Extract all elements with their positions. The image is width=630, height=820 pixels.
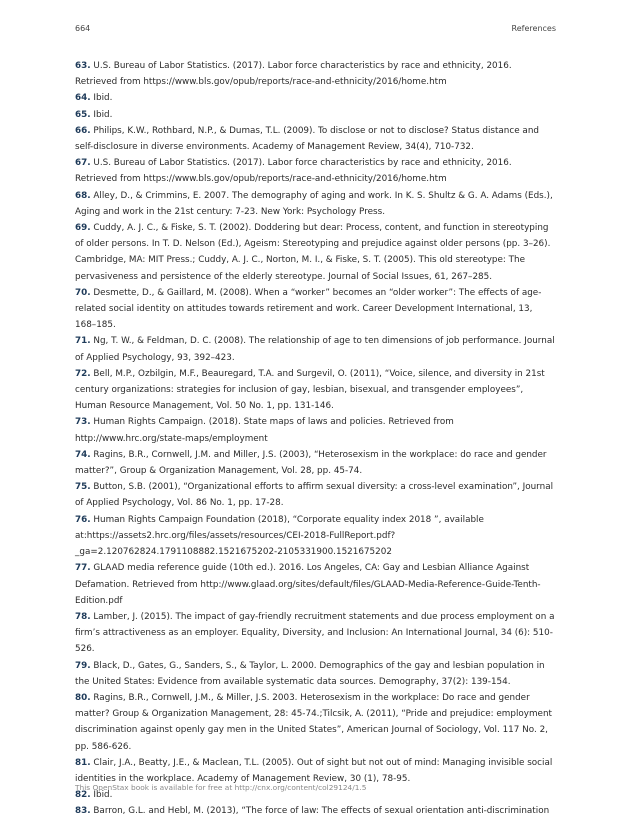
- reference-text: Ragins, B.R., Cornwell, J.M., & Miller, J.S. 2003. Heterosexism in the workplace: Do race and gender matter? Group & Organization Management, 28: 45-74.;Tilcsik, A. (2011), “Pride and prejudice: employment discrimination against openly gay men in the United States”, American Journal of Sociology, Vol. 117 No. 2, pp. 586-626.: [75, 692, 552, 752]
- reference-number: 64.: [75, 93, 91, 104]
- reference-text: Bell, M.P., Ozbilgin, M.F., Beauregard, T.A. and Surgevil, O. (2011), “Voice, silence, and diversity in 21st century organizations: strategies for inclusion of gay, lesbian, bisexual, and transgender employees”, Human Resource Management, Vol. 50 No. 1, pp. 131-146.: [75, 368, 545, 412]
- reference-item: [75, 690, 555, 755]
- reference-item: [75, 285, 555, 334]
- reference-number: 65.: [75, 109, 91, 120]
- reference-item: [75, 447, 555, 479]
- reference-number: 81.: [75, 757, 91, 768]
- reference-number: 70.: [75, 287, 91, 298]
- reference-item: [75, 90, 555, 106]
- reference-text: Barron, G.L. and Hebl, M. (2013), “The force of law: The effects of sexual orientation anti-discrimination: [93, 806, 550, 817]
- reference-item: [75, 479, 555, 511]
- reference-text: Cuddy, A. J. C., & Fiske, S. T. (2002). Doddering but dear: Process, content, and function in stereotyping of older persons. In T. D. Nelson (Ed.), Ageism: Stereotyping and prejudice against older persons (pp. 3–26). Cambridge, MA: MIT Press.; Cuddy, A. J. C., Norton, M. I., & Fiske, S. T. (2005). This old stereotype: The pervasiveness and persistence of the elderly stereotype. Journal of Social Issues, 61, 267–285.: [75, 223, 551, 282]
- reference-text: Button, S.B. (2001), “Organizational efforts to affirm sexual diversity: a cross-level examination”, Journal of Applied Psychology, Vol. 86 No. 1, pp. 17-28.: [75, 482, 554, 509]
- reference-number: 76.: [75, 514, 91, 525]
- section-title: References: [511, 24, 556, 33]
- reference-item: [75, 188, 555, 220]
- reference-text: Ibid.: [93, 109, 113, 120]
- reference-text: Black, D., Gates, G., Sanders, S., & Taylor, L. 2000. Demographics of the gay and lesbian population in the United States: Evidence from available systematic data sources. Demography, 37(2): 139-154.: [75, 660, 545, 687]
- reference-number: 79.: [75, 660, 91, 671]
- reference-number: 68.: [75, 190, 91, 201]
- reference-item: [75, 560, 555, 609]
- reference-text: Lamber, J. (2015). The impact of gay-friendly recruitment statements and due process employment on a firm’s attractiveness as an employer. Equality, Diversity, and Inclusion: An International Journal, 34 (6): 510-526.: [75, 611, 555, 655]
- reference-number: 73.: [75, 417, 91, 428]
- reference-text: Philips, K.W., Rothbard, N.P., & Dumas, T.L. (2009). To disclose or not to disclose? Status distance and self-disclosure in diverse environments. Academy of Management Review, 34(4), 710-732.: [75, 125, 539, 153]
- reference-number: 63.: [75, 61, 91, 71]
- reference-item: [75, 609, 555, 658]
- page-number: 664: [75, 24, 91, 33]
- reference-number: 71.: [75, 336, 91, 347]
- reference-text: U.S. Bureau of Labor Statistics. (2017). Labor force characteristics by race and ethnicity, 2016. Retrieved from https://www.bls.gov/opub/reports/race-and-ethnicity/2016/home.htm: [75, 158, 512, 185]
- reference-text: Ibid.: [93, 93, 113, 104]
- reference-item: [75, 220, 555, 285]
- reference-item: [75, 155, 555, 187]
- reference-text: U.S. Bureau of Labor Statistics. (2017). Labor force characteristics by race and ethnicity, 2016. Retrieved from https://www.bls.gov/opub/reports/race-and-ethnicity/2016/home.htm: [75, 61, 512, 88]
- reference-item: [75, 366, 555, 415]
- reference-number: 83.: [75, 806, 91, 817]
- footer-note: This OpenStax book is available for free at http://cnx.org/content/col29124/1.5: [75, 783, 367, 792]
- reference-item: [75, 58, 555, 90]
- reference-item: [75, 414, 555, 446]
- reference-item: [75, 512, 555, 561]
- reference-text: Ibid.: [93, 790, 113, 801]
- reference-text: Ragins, B.R., Cornwell, J.M. and Miller, J.S. (2003), “Heterosexism in the workplace: do race and gender matter?”, Group & Organization Management, Vol. 28, pp. 45-74.: [75, 449, 547, 477]
- reference-number: 78.: [75, 611, 91, 622]
- reference-list: [75, 58, 555, 820]
- reference-text: Alley, D., & Crimmins, E. 2007. The demography of aging and work. In K. S. Shultz & G. A. Adams (Eds.), Aging and work in the 21st century: 7-23. New York: Psychology Press.: [75, 190, 553, 217]
- reference-number: 74.: [75, 449, 91, 460]
- reference-text: Human Rights Campaign. (2018). State maps of laws and policies. Retrieved from http://www.hrc.org/state-maps/employment: [75, 417, 454, 444]
- reference-item: [75, 107, 555, 123]
- reference-text: Clair, J.A., Beatty, J.E., & Maclean, T.L. (2005). Out of sight but not out of mind: Managing invisible social identities in the workplace. Academy of Management Review, 30 (1), 78-95.: [75, 757, 553, 784]
- reference-number: 80.: [75, 692, 91, 703]
- reference-number: 77.: [75, 563, 91, 574]
- reference-text: Desmette, D., & Gaillard, M. (2008). When a “worker” becomes an “older worker”: The effects of age-related social identity on attitudes towards retirement and work. Career Development International, 13, 168–185.: [75, 287, 542, 331]
- reference-item: [75, 803, 555, 819]
- reference-item: [75, 123, 555, 155]
- reference-item: [75, 658, 555, 690]
- reference-number: 67.: [75, 158, 91, 169]
- reference-item: [75, 333, 555, 365]
- reference-text: GLAAD media reference guide (10th ed.). 2016. Los Angeles, CA: Gay and Lesbian Alliance Against Defamation. Retrieved from http://www.glaad.org/sites/default/files/GLAAD-Media-Reference-Guide-Tenth-Edition.pdf: [75, 563, 541, 606]
- reference-text: Human Rights Campaign Foundation (2018), “Corporate equality index 2018 ”, available at:https://assets2.hrc.org/files/assets/resources/CEI-2018-FullReport.pdf?_ga=2.120762824.1791108882.1521675202-2105331900.1521675202: [75, 514, 484, 558]
- reference-number: 69.: [75, 223, 91, 234]
- reference-text: Ng, T. W., & Feldman, D. C. (2008). The relationship of age to ten dimensions of job performance. Journal of Applied Psychology, 93, 392–423.: [75, 336, 555, 363]
- reference-number: 75.: [75, 482, 91, 493]
- reference-number: 82.: [75, 790, 91, 801]
- reference-number: 66.: [75, 125, 91, 136]
- reference-number: 72.: [75, 368, 91, 379]
